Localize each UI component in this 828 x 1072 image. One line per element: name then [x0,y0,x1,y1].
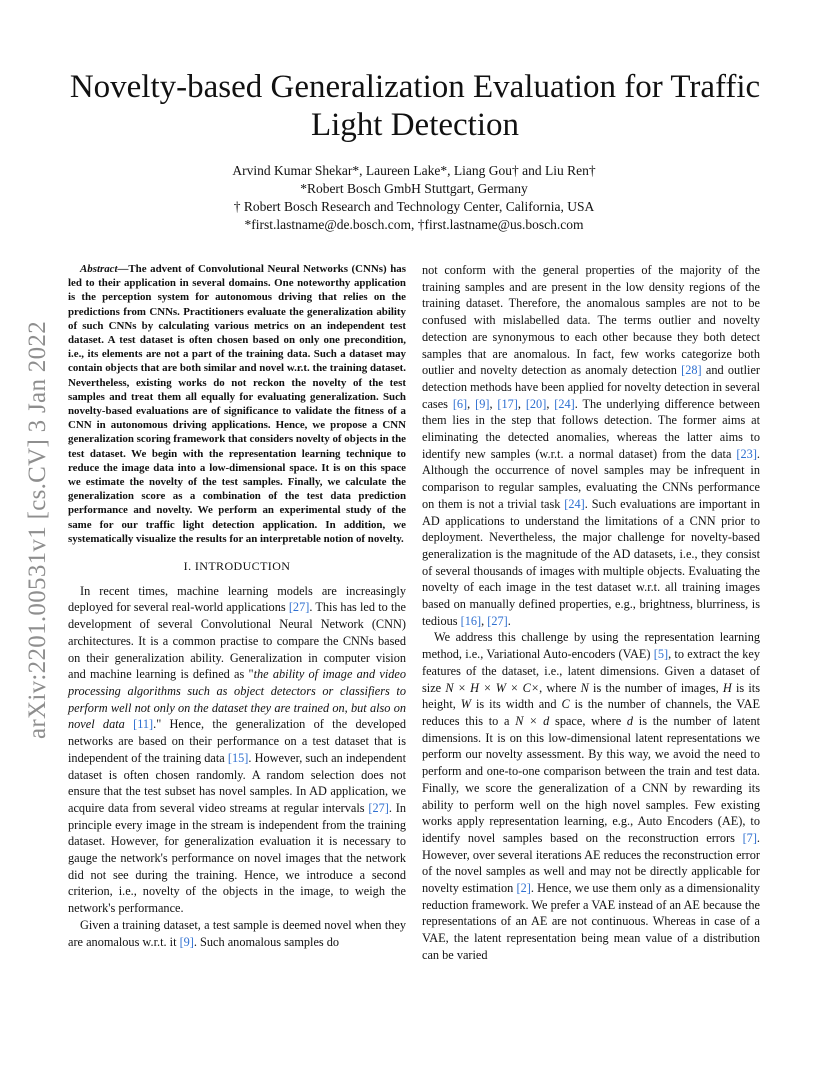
right-column [422,262,760,964]
author-names: Arvind Kumar Shekar*, Laureen Lake*, Liang Gou† and Liu Ren† [232,163,596,178]
citation-link[interactable]: [17] [497,396,518,411]
citation-link[interactable]: [11] [133,717,154,732]
author-block [100,162,728,234]
citation-link[interactable]: [7] [742,830,757,845]
citation-link[interactable]: [24] [554,396,575,411]
math-expression: W [460,697,472,712]
math-expression: N × H × W × C× [445,680,540,695]
affiliation-1: *Robert Bosch GmbH Stuttgart, Germany [300,181,528,196]
intro-paragraph-2-continued: not conform with the general properties of the majority of the training samples and are present in the low density regions of the training dataset. Therefore, the anomalous samples are not to be confused with mislabelled data. The terms outlier and novelty detection are synonymous to each other because they both detect samples that are anomalous. In fact, few works categorize both outlier and novelty detection as anomaly detection [28] and outlier detection methods have been applied for novelty detection in several cases [6], [9], [17], [20], [24]. The underlying difference between them lies in the step that follows detection. The former aims at eliminating the detected anomalies, whereas the latter aims to identify new samples (w.r.t. a normal dataset) from the data [23]. Although the occurrence of novel samples may be infrequent in comparison to regular samples, evaluating the CNNs performance on them is not a trivial task [24]. Such evaluations are important in AD applications to understand the limitations of a CNN prior to deployment. Nevertheless, the major challenge for novelty-based generalization is the magnitude of the AD datasets, i.e., they consist of several thousands of images with multiple objects. Evaluating the novelty of each image in the test dataset w.r.t. all training images based on manually defined properties, e.g., brightness, blurriness, is tedious [16], [27]. [422,263,761,628]
citation-link[interactable]: [9] [179,934,194,949]
section-heading-introduction: I. INTRODUCTION [183,559,291,574]
intro-paragraph-2: Given a training dataset, a test sample is deemed novel when they are anomalous w.r.t. it [9]. Such anomalous samples do [68,917,406,949]
author-emails: *first.lastname@de.bosch.com, †first.lastname@us.bosch.com [244,217,584,232]
intro-paragraph-3: We address this challenge by using the representation learning method, i.e., Variational Auto-encoders (VAE) [5], to extract the key features of the dataset, i.e., latent dimensions. Given a dataset of size N × H × W × C×, where N is the number of images, H is its height, W is its width and C is the number of channels, the VAE reduces this to a N × d space, where d is the number of latent dimensions. It is on this low-dimensional latent representations we perform our novelty assessment. By this way, we avoid the need to perform and one-to-one comparison between the train and test data. Finally, we score the generalization of a CNN by rewarding its ability to perform well on the high novel samples. Few existing works apply representation learning, e.g., Auto Encoders (AE), to identify novel samples based on the reconstruction errors [7]. However, over several iterations AE reduces the reconstruction error of the novel samples as well and may not be directly applicable for novelty estimation [2]. Hence, we use them only as a dimensionality reduction framework. We prefer a VAE instead of an AE because the representations of an AE are not continuous. Whereas in case of a VAE, the latent representation being mean value of a distribution can be varied [422,630,761,962]
citation-link[interactable]: [9] [475,396,490,411]
citation-link[interactable]: [24] [564,496,585,511]
citation-link[interactable]: [23] [736,446,757,461]
citation-link[interactable]: [16] [460,613,482,628]
citation-link[interactable]: [15] [227,750,249,765]
citation-link[interactable]: [2] [516,881,531,896]
left-column [68,262,406,950]
citation-link[interactable]: [20] [525,396,547,411]
math-expression: N × d [515,713,550,728]
abstract [68,262,406,546]
arxiv-identifier-text: arXiv:2201.00531v1 [cs.CV] 3 Jan 2022 [24,321,51,739]
citation-link[interactable]: [27] [288,600,310,615]
math-expression: C [561,697,570,712]
abstract-text: —The advent of Convolutional Neural Networks (CNNs) has led to their application in several domains. One noteworthy application is the perception system for autonomous driving that relies on the predictions from CNNs. Practitioners evaluate the generalization ability of such CNNs by calculating various metrics on an independent test dataset. A test dataset is often chosen based on only one precondition, i.e., its elements are not a part of the training data. Such a dataset may contain objects that are both similar and novel w.r.t. the training dataset. Nevertheless, existing works do not reckon the novelty of the test samples and treat them all equally for evaluating generalization. Such novelty-based evaluations are of significance to validate the fitness of a CNN in autonomous driving applications. Hence, we propose a CNN generalization scoring framework that considers novelty of objects in the test dataset. We begin with the representation learning technique to reduce the image data into a low-dimensional space. It is on this space we estimate the novelty of the test samples. Finally, we calculate the generalization score as a combination of the test data prediction performance and novelty. We perform an experimental study of the same for our traffic light detection application. In addition, we systematically visualize the results for an interpretable notion of novelty. [68,263,406,545]
citation-link[interactable]: [5] [653,647,669,662]
citation-link[interactable]: [27] [368,800,389,815]
math-expression: H [722,680,732,695]
arxiv-identifier [18,290,58,770]
abstract-label: Abstract [80,263,118,275]
citation-link[interactable]: [6] [452,396,468,411]
citation-link[interactable]: [27] [487,613,508,628]
citation-link[interactable]: [28] [681,363,702,378]
affiliation-2: † Robert Bosch Research and Technology Center, California, USA [233,199,595,214]
math-expression: N [580,680,589,695]
math-expression: d [626,713,634,728]
intro-paragraph-1: In recent times, machine learning models are increasingly deployed for several real-world applications [27]. This has led to the development of several Convolutional Neural Network (CNN) architectures. It is a common practise to compare the CNNs based on their generalization ability. Generalization in computer vision and machine learning is defined as "the ability of image and video processing algorithms such as object detectors or classifiers to perform well not only on the dataset they are trained on, but also on novel data [11]." Hence, the generalization of the developed networks are based on their performance on a test dataset that is independent of the training data [15]. However, such an independent dataset is often chosen randomly. A random selection does not ensure that the test subset has novel samples. In AD application, we acquire data from several video streams at regular intervals [27]. In principle every image in the stream is independent from the training dataset. However, for generalization evaluation it is necessary to gauge the network's performance on novel images that the network did not see during the training. Hence, we introduce a second criterion, i.e., novelty of the objects in the image, to weigh the network's performance. [68,583,407,916]
paper-title: Novelty-based Generalization Evaluation for Traffic Light Detection [69,69,761,143]
